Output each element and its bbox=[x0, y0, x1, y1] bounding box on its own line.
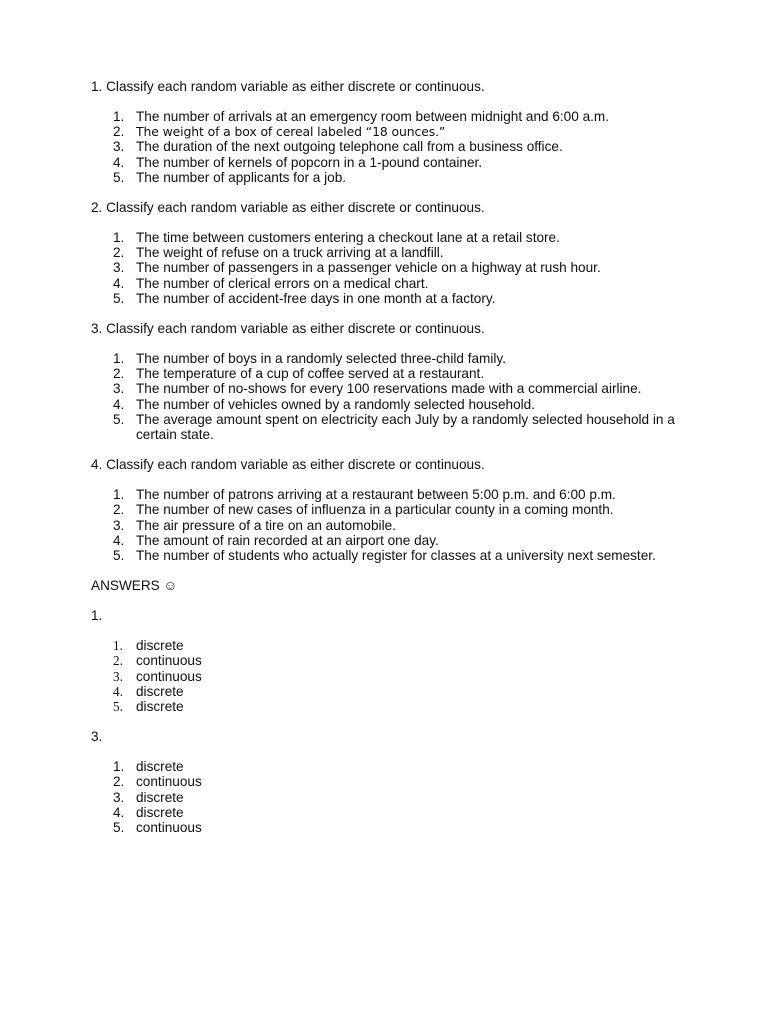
list-item bbox=[91, 109, 691, 124]
list-item bbox=[91, 533, 691, 548]
item-text: The air pressure of a tire on an automobile. bbox=[136, 517, 396, 533]
item-text: continuous bbox=[136, 820, 202, 836]
item-text: continuous bbox=[136, 653, 202, 669]
item-text: The number of no-shows for every 100 reservations made with a commercial airline. bbox=[136, 381, 642, 397]
item-text: The weight of a box of cereal labeled “18 ounces.” bbox=[136, 124, 446, 140]
item-text: The number of patrons arriving at a restaurant between 5:00 p.m. and 6:00 p.m. bbox=[136, 487, 616, 503]
item-number: 3. bbox=[113, 260, 125, 276]
answers-group-1-label: 1. bbox=[91, 608, 103, 624]
item-number: 3. bbox=[113, 139, 125, 155]
item-text: discrete bbox=[136, 759, 184, 775]
item-number: 2. bbox=[113, 124, 125, 140]
list-item bbox=[91, 276, 691, 291]
item-number: 3. bbox=[113, 381, 125, 397]
item-number: 2. bbox=[113, 653, 123, 669]
item-text: The number of kernels of popcorn in a 1-pound container. bbox=[136, 154, 483, 170]
list-item bbox=[91, 139, 691, 154]
item-number: 1. bbox=[113, 487, 125, 503]
item-text: The number of passengers in a passenger vehicle on a highway at rush hour. bbox=[136, 260, 601, 276]
answers-section bbox=[91, 578, 691, 835]
item-number: 3. bbox=[113, 789, 125, 805]
list-item bbox=[91, 684, 691, 699]
question-4-heading: 4. Classify each random variable as either discrete or continuous. bbox=[91, 457, 485, 473]
item-number: 3. bbox=[113, 668, 123, 684]
question-4 bbox=[91, 457, 691, 578]
list-item bbox=[91, 381, 691, 396]
list-item bbox=[91, 638, 691, 653]
item-text: The weight of refuse on a truck arriving at a landfill. bbox=[136, 245, 444, 261]
list-item bbox=[91, 170, 691, 185]
item-number: 5. bbox=[113, 290, 125, 306]
item-number: 2. bbox=[113, 366, 125, 382]
question-3-heading: 3. Classify each random variable as either discrete or continuous. bbox=[91, 321, 485, 337]
item-text: discrete bbox=[136, 683, 184, 699]
list-item bbox=[91, 774, 691, 789]
question-3 bbox=[91, 321, 691, 457]
list-item bbox=[91, 548, 691, 563]
item-text: The number of boys in a randomly selected three-child family. bbox=[136, 351, 506, 367]
item-number: 1. bbox=[113, 230, 125, 246]
list-item bbox=[91, 124, 691, 139]
list-item bbox=[91, 669, 691, 684]
item-number: 3. bbox=[113, 517, 125, 533]
item-text: discrete bbox=[136, 804, 184, 820]
item-number: 5. bbox=[113, 169, 125, 185]
question-3-list bbox=[91, 351, 691, 442]
list-item bbox=[91, 351, 691, 366]
item-number: 4. bbox=[113, 396, 125, 412]
item-text: The amount of rain recorded at an airport one day. bbox=[136, 532, 439, 548]
list-item bbox=[91, 805, 691, 820]
item-number: 4. bbox=[113, 154, 125, 170]
question-2 bbox=[91, 200, 691, 321]
question-4-list bbox=[91, 487, 691, 563]
list-item bbox=[91, 759, 691, 774]
item-number: 2. bbox=[113, 502, 125, 518]
item-number: 5. bbox=[113, 411, 125, 427]
item-text: The number of new cases of influenza in a particular county in a coming month. bbox=[136, 502, 614, 518]
item-text: discrete bbox=[136, 638, 184, 654]
item-text: discrete bbox=[136, 789, 184, 805]
item-number: 1. bbox=[113, 109, 125, 124]
list-item bbox=[91, 245, 691, 260]
item-number: 1. bbox=[113, 638, 123, 654]
item-text: The average amount spent on electricity each July by a randomly selected household in a certain state. bbox=[136, 411, 675, 443]
answers-group-3-label: 3. bbox=[91, 729, 103, 745]
item-number: 5. bbox=[113, 820, 125, 836]
question-2-heading: 2. Classify each random variable as either discrete or continuous. bbox=[91, 200, 485, 216]
list-item bbox=[91, 653, 691, 668]
document-body bbox=[91, 79, 691, 835]
item-text: The number of arrivals at an emergency room between midnight and 6:00 a.m. bbox=[136, 109, 610, 124]
list-item bbox=[91, 699, 691, 714]
question-2-list bbox=[91, 230, 691, 306]
item-text: The time between customers entering a checkout lane at a retail store. bbox=[136, 230, 560, 246]
list-item bbox=[91, 412, 691, 442]
question-1 bbox=[91, 79, 691, 200]
item-number: 2. bbox=[113, 774, 125, 790]
answers-heading: ANSWERS ☺ bbox=[91, 578, 178, 594]
item-number: 1. bbox=[113, 351, 125, 367]
item-text: discrete bbox=[136, 699, 184, 715]
item-text: continuous bbox=[136, 668, 202, 684]
item-number: 4. bbox=[113, 275, 125, 291]
list-item bbox=[91, 260, 691, 275]
item-text: The number of clerical errors on a medical chart. bbox=[136, 275, 429, 291]
item-text: The number of vehicles owned by a randomly selected household. bbox=[136, 396, 535, 412]
answers-group-3-list bbox=[91, 759, 691, 835]
item-text: The number of applicants for a job. bbox=[136, 169, 347, 185]
list-item bbox=[91, 155, 691, 170]
item-text: The duration of the next outgoing telephone call from a business office. bbox=[136, 139, 563, 155]
item-number: 4. bbox=[113, 804, 125, 820]
item-text: The number of students who actually register for classes at a university next semester. bbox=[136, 548, 656, 564]
list-item bbox=[91, 230, 691, 245]
item-number: 4. bbox=[113, 683, 123, 699]
list-item bbox=[91, 397, 691, 412]
item-text: The temperature of a cup of coffee served at a restaurant. bbox=[136, 366, 485, 382]
question-1-heading: 1. Classify each random variable as either discrete or continuous. bbox=[91, 79, 485, 94]
list-item bbox=[91, 366, 691, 381]
list-item bbox=[91, 291, 691, 306]
list-item bbox=[91, 487, 691, 502]
item-text: continuous bbox=[136, 774, 202, 790]
question-1-list bbox=[91, 109, 691, 185]
item-number: 5. bbox=[113, 548, 125, 564]
item-number: 1. bbox=[113, 759, 125, 775]
item-number: 4. bbox=[113, 532, 125, 548]
list-item bbox=[91, 820, 691, 835]
list-item bbox=[91, 502, 691, 517]
item-text: The number of accident-free days in one month at a factory. bbox=[136, 290, 496, 306]
list-item bbox=[91, 518, 691, 533]
item-number: 2. bbox=[113, 245, 125, 261]
list-item bbox=[91, 790, 691, 805]
answers-group-1-list bbox=[91, 638, 691, 714]
item-number: 5. bbox=[113, 699, 123, 715]
